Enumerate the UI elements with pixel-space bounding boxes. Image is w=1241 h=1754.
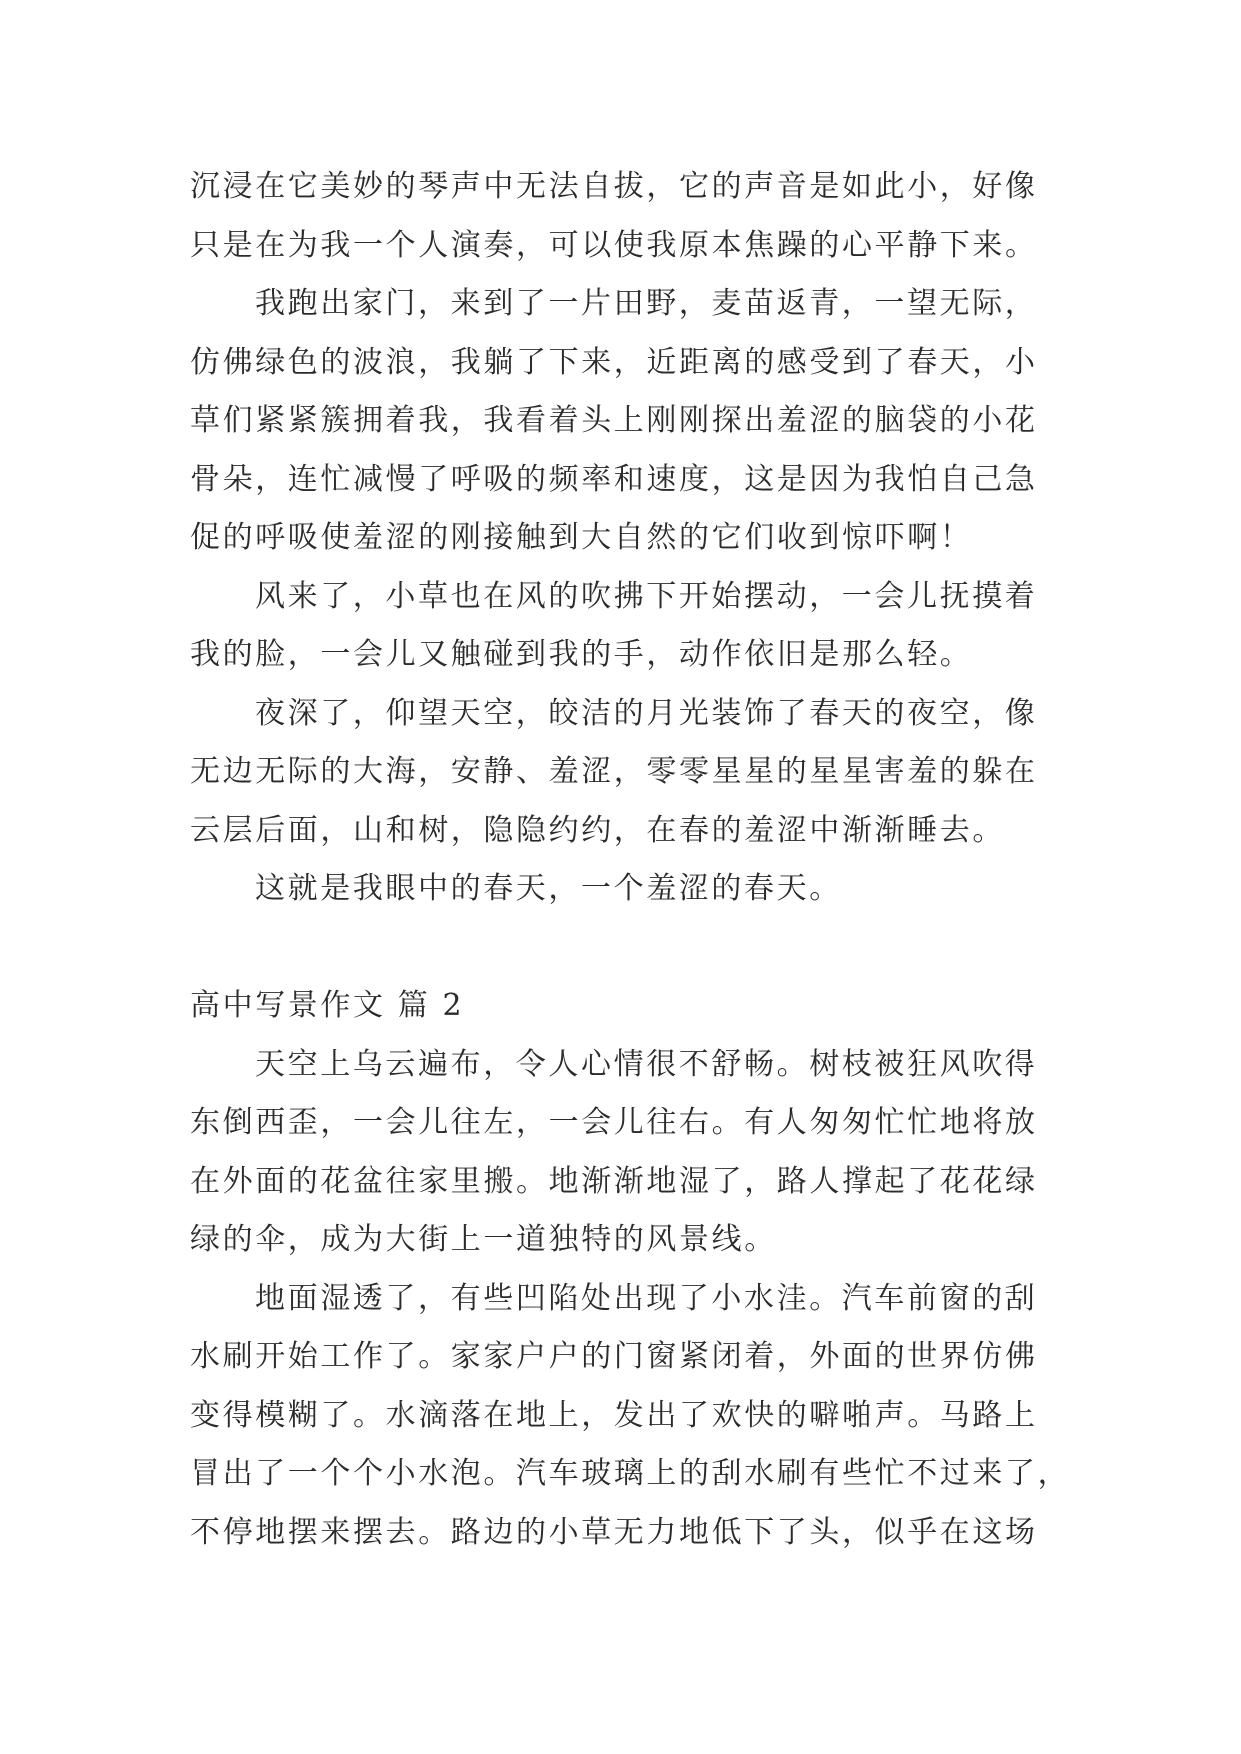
text-line: 绿的伞，成为大街上一道独特的风景线。	[190, 1222, 777, 1257]
text-line: 冒出了一个个小水泡。汽车玻璃上的刮水刷有些忙不过来了，	[190, 1456, 1071, 1491]
text-line: 夜深了，仰望天空，皎洁的月光装饰了春天的夜空，像	[255, 695, 1038, 731]
text-line: 变得模糊了。水滴落在地上，发出了欢快的噼啪声。马路上	[190, 1397, 1038, 1433]
text-line: 这就是我眼中的春天，一个羞涩的春天。	[255, 871, 842, 906]
text-line: 促的呼吸使羞涩的刚接触到大自然的它们收到惊吓啊！	[190, 520, 973, 555]
text-line: 东倒西歪，一会儿往左，一会儿往右。有人匆匆忙忙地将放	[190, 1105, 1038, 1140]
text-line: 我的脸，一会儿又触碰到我的手，动作依旧是那么轻。	[190, 637, 973, 672]
text-line: 无边无际的大海，安静、羞涩，零零星星的星星害羞的躲在	[190, 754, 1038, 789]
text-line: 仿佛绿色的波浪，我躺了下来，近距离的感受到了春天，小	[190, 344, 1038, 380]
text-line: 水刷开始工作了。家家户户的门窗紧闭着，外面的世界仿佛	[190, 1339, 1038, 1374]
essay-part-2	[190, 1036, 1070, 1563]
text-line: 草们紧紧簇拥着我，我看着头上刚刚探出羞涩的脑袋的小花	[190, 403, 1038, 438]
document-body	[190, 158, 1070, 1562]
text-line: 风来了，小草也在风的吹拂下开始摆动，一会儿抚摸着	[255, 578, 1038, 614]
section-heading: 高中写景作文 篇 2	[190, 988, 465, 1023]
text-line: 天空上乌云遍布，令人心情很不舒畅。树枝被狂风吹得	[255, 1046, 1038, 1082]
text-line: 只是在为我一个人演奏，可以使我原本焦躁的心平静下来。	[190, 227, 1038, 263]
text-line: 地面湿透了，有些凹陷处出现了小水洼。汽车前窗的刮	[255, 1280, 1038, 1316]
text-line: 在外面的花盆往家里搬。地渐渐地湿了，路人撑起了花花绿	[190, 1163, 1038, 1199]
text-line: 骨朵，连忙减慢了呼吸的频率和速度，这是因为我怕自己急	[190, 461, 1038, 497]
text-line: 我跑出家门，来到了一片田野，麦苗返青，一望无际，	[255, 286, 1038, 321]
text-line: 不停地摆来摆去。路边的小草无力地低下了头，似乎在这场	[190, 1514, 1038, 1550]
essay-part-1	[190, 158, 1070, 919]
section-gap	[190, 919, 1070, 978]
text-line: 云层后面，山和树，隐隐约约，在春的羞涩中渐渐睡去。	[190, 812, 1005, 848]
text-line: 沉浸在它美妙的琴声中无法自拔，它的声音是如此小，好像	[190, 169, 1038, 204]
